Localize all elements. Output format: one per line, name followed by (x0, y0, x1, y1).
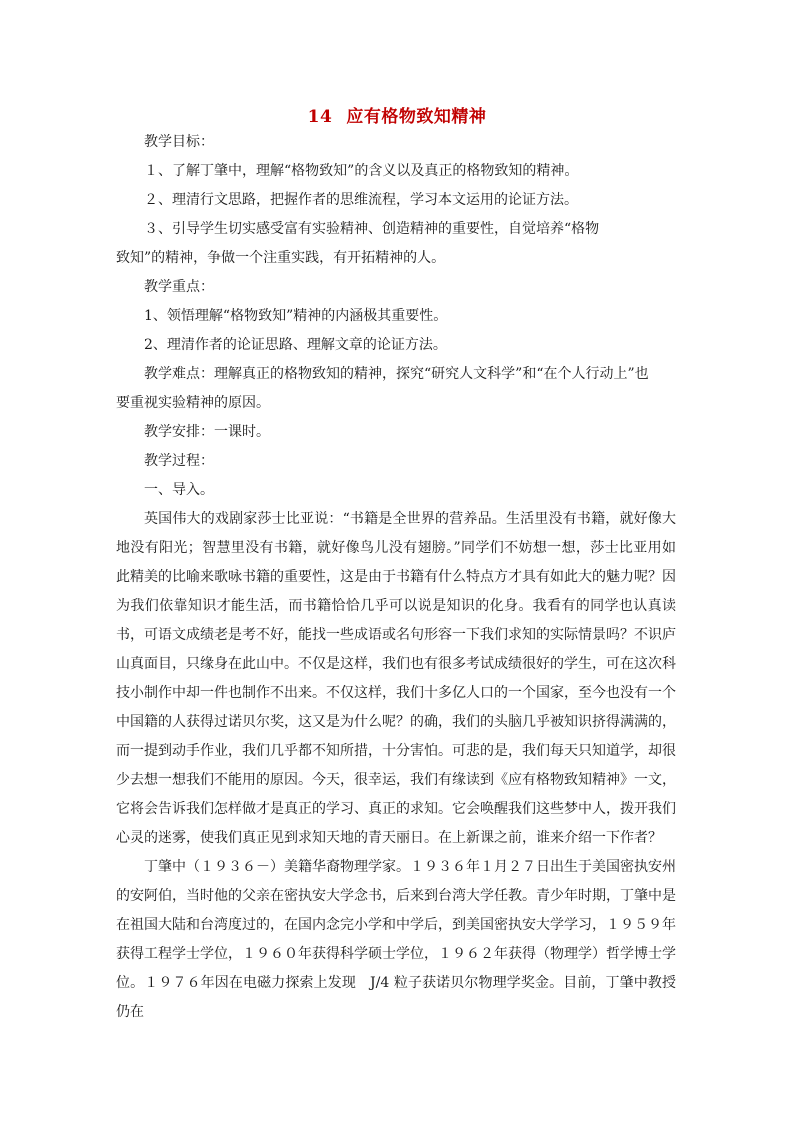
difficulty-line-2: 要重视实验精神的原因。 (116, 395, 270, 411)
key-points-heading: 教学重点： (144, 279, 214, 295)
objective-item-3-continued: 致知”的精神，争做一个注重实践，有开拓精神的人。 (116, 250, 446, 266)
lesson-number: 14 (307, 107, 333, 127)
key-point-item-1: 1、领悟理解“格物致知”精神的内涵极其重要性。 (144, 308, 448, 324)
difficulty-line-1: 教学难点：理解真正的格物致知的精神，探究“研究人文科学”和“在个人行动上”也 (144, 366, 649, 382)
process-heading: 教学过程： (144, 453, 214, 469)
intro-heading: 一、导入。 (144, 482, 214, 498)
schedule: 教学安排：一课时。 (144, 424, 270, 440)
objective-item-2: ２、理清行文思路，把握作者的思维流程，学习本文运用的论证方法。 (144, 192, 578, 208)
author-paragraph: 丁肇中（１９３６－）美籍华裔物理学家。１９３６年１月２７日出生于美国密执安州的安阿伯，当时他的父亲在密执安大学念书，后来到台湾大学任教。青少年时期，丁肇中是在祖国大陆和台湾度过的，在国内念完小学和中学后，到美国密执安大学学习，１９５９年获得工程学士学位，１９６０年获得科学硕士学位，１９６２年获得（物理学）哲学博士学位。１９７６年因在电磁力探索上发现 J/4 粒子获诺贝尔物理学奖金。目前，丁肇中教授仍在 (116, 859, 676, 1020)
objective-item-3: ３、引导学生切实感受富有实验精神、创造精神的重要性，自觉培养“格物 (144, 221, 600, 237)
intro-paragraph: 英国伟大的戏剧家莎士比亚说：“书籍是全世界的营养品。生活里没有书籍，就好像大地没有阳光；智慧里没有书籍，就好像鸟儿没有翅膀。”同学们不妨想一想，莎士比亚用如此精美的比喻来歌咏书籍的重要性，这是由于书籍有什么特点方才具有如此大的魅力呢？因为我们依靠知识才能生活，而书籍恰恰几乎可以说是知识的化身。我看有的同学也认真读书，可语文成绩老是考不好，能找一些成语或名句形容一下我们求知的实际情景吗？不识庐山真面目，只缘身在此山中。不仅是这样，我们也有很多考试成绩很好的学生，可在这次科技小制作中却一件也制作不出来。不仅这样，我们十多亿人口的一个国家，至今也没有一个中国籍的人获得过诺贝尔奖，这又是为什么呢？的确，我们的头脑几乎被知识挤得满满的，而一提到动手作业，我们几乎都不知所措，十分害怕。可悲的是，我们每天只知道学，却很少去想一想我们不能用的原因。今天，很幸运，我们有缘读到《应有格物致知精神》一文，它将会告诉我们怎样做才是真正的学习、真正的求知。它会唤醒我们这些梦中人，拨开我们心灵的迷雾，使我们真正见到求知天地的青天丽日。在上新课之前，谁来介绍一下作者？ (116, 511, 676, 846)
document-body (116, 128, 676, 1027)
key-point-item-2: 2、理清作者的论证思路、理解文章的论证方法。 (144, 337, 447, 353)
lesson-title-text: 应有格物致知精神 (346, 107, 487, 127)
lesson-title (0, 102, 794, 127)
objective-item-1: １、了解丁肇中，理解“格物致知”的含义以及真正的格物致知的精神。 (144, 163, 579, 179)
objectives-heading: 教学目标： (144, 134, 214, 150)
